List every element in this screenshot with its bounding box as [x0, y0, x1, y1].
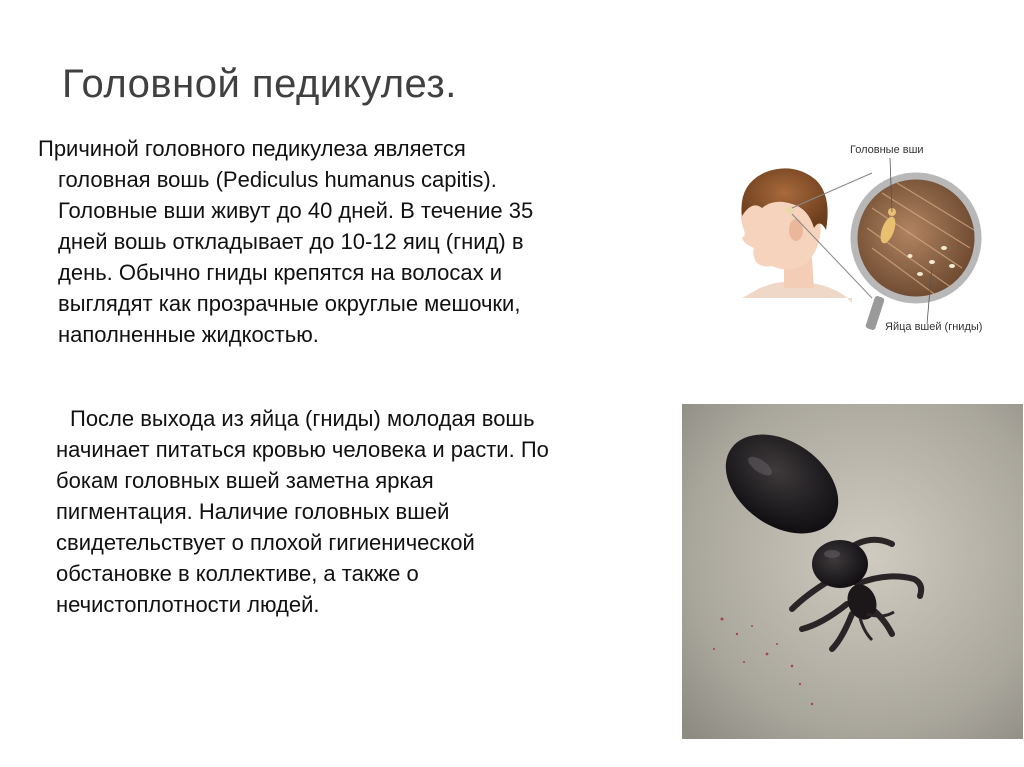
text-line: выглядят как прозрачные округлые мешочки,	[58, 291, 521, 316]
text-line: Головные вши живут до 40 дней. В течение 35	[58, 198, 534, 223]
text-line: день. Обычно гниды крепятся на волосах и	[58, 260, 503, 285]
label-head-lice: Головные вши	[850, 144, 924, 156]
child-magnifier-drawing	[722, 138, 992, 348]
label-nits: Яйца вшей (гниды)	[885, 321, 983, 333]
slide-title: Головной педикулез.	[62, 62, 457, 106]
text-line: пигментация. Наличие головных вшей	[56, 499, 450, 524]
paragraph-development	[56, 403, 686, 620]
text-line: свидетельствует о плохой гигиенической	[56, 530, 475, 555]
louse-photo	[682, 404, 1023, 739]
text-line: бокам головных вшей заметна яркая	[56, 468, 434, 493]
louse-photo-drawing	[682, 404, 1023, 739]
text-line: обстановке в коллективе, а также о	[56, 561, 419, 586]
text-line: наполненные жидкостью.	[58, 322, 319, 347]
text-line: После выхода из яйца (гниды) молодая вошь	[70, 406, 535, 431]
text-line: Причиной головного педикулеза является	[38, 136, 466, 161]
text-line: головная вошь (Pediculus humanus capitis).	[58, 167, 497, 192]
text-line: нечистоплотности людей.	[56, 592, 320, 617]
text-line: дней вошь откладывает до 10-12 яиц (гнид) в	[58, 229, 524, 254]
text-line: начинает питаться кровью человека и расти. По	[56, 437, 549, 462]
head-lice-illustration	[722, 138, 992, 348]
paragraph-causes	[38, 133, 678, 350]
